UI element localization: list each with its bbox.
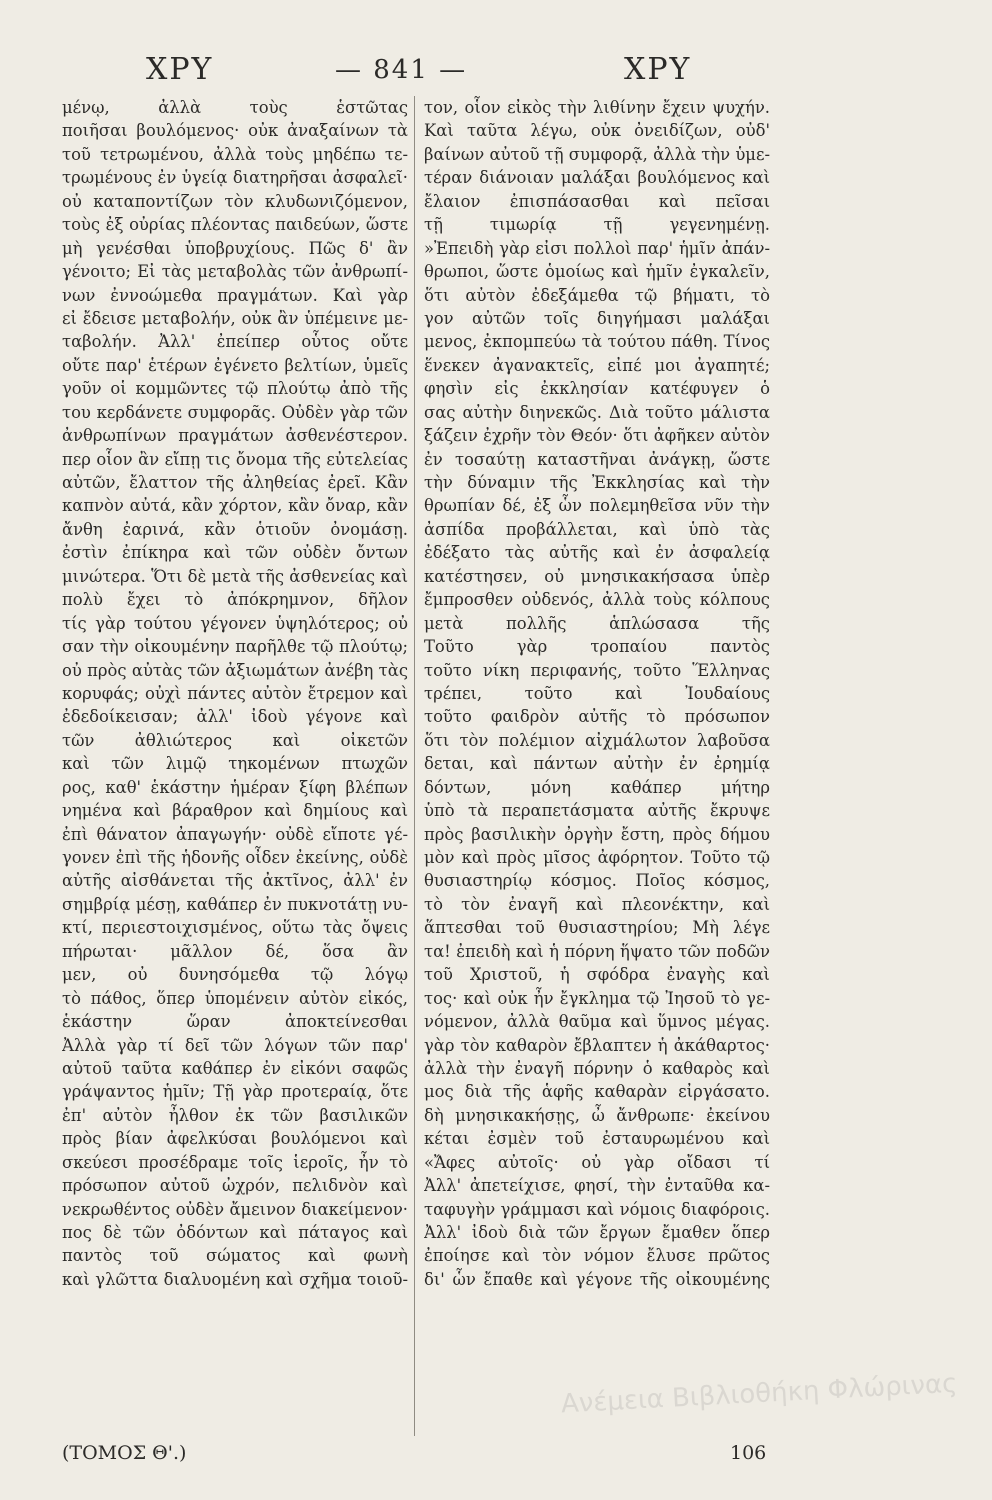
running-head-left: ΧΡΥ	[146, 52, 214, 87]
text-line: δὴ μνησικακήσῃς, ὦ ἄνθρωπε· ἐκείνου	[424, 1105, 770, 1125]
text-line: καὶ γλῶττα διαλυομένη καὶ σχῆμα τοιοῦ-	[62, 1269, 408, 1289]
text-line: τίς γὰρ τούτου γέγονεν ὑψηλότερος; οὐ	[62, 613, 408, 633]
text-line: τῇ τιμωρίᾳ τῇ γεγενημένῃ.	[424, 215, 770, 235]
text-line: τέραν διάνοιαν μαλάξαι βουλόμενος καὶ	[424, 168, 770, 188]
text-line: κατέστησεν, οὐ μνησικακήσασα ὑπὲρ	[424, 566, 770, 586]
text-line: τὸ πάθος, ὅπερ ὑπομένειν αὐτὸν εἰκός,	[62, 988, 408, 1008]
text-line: σας αὐτὴν διηνεκῶς. Διὰ τοῦτο μάλιστα	[424, 402, 770, 422]
signature-number: 106	[730, 1442, 767, 1464]
text-line: ἕνεκεν ἀγανακτεῖς, εἰπέ μοι ἀγαπητέ;	[424, 355, 770, 375]
left-text-column	[62, 96, 408, 1436]
text-line: ἄνθη ἐαρινά, κἂν ὁτιοῦν ὀνομάσῃ.	[62, 519, 408, 539]
text-line: ἅπτεσθαι τοῦ θυσιαστηρίου; Μὴ λέγε	[424, 918, 770, 938]
text-line: σαν τὴν οἰκουμένην παρῆλθε τῷ πλούτῳ;	[62, 637, 408, 657]
text-line: τῶν ἀθλιώτερος καὶ οἰκετῶν	[62, 730, 408, 750]
text-line: θρωποι, ὥστε ὁμοίως καὶ ἡμῖν ἐγκαλεῖν,	[424, 262, 770, 282]
text-line: νεκρωθέντος οὐδὲν ἄμεινον διακείμενον·	[62, 1199, 408, 1219]
page-header	[0, 48, 992, 92]
text-line: ἐδεδοίκεισαν; ἀλλ' ἰδοὺ γέγονε καὶ	[62, 707, 408, 727]
text-line: οὔτε παρ' ἑτέρων ἐγένετο βελτίων, ὑμεῖς	[62, 355, 408, 375]
text-line: ἀλλὰ τὴν ἐναγῆ πόρνην ὁ καθαρὸς καὶ	[424, 1058, 770, 1078]
text-line: ταφυγὴν γράμμασι καὶ νόμοις διαφόροις.	[424, 1199, 770, 1219]
text-line: ἀσπίδα προβάλλεται, καὶ ὑπὸ τὰς	[424, 519, 770, 539]
text-line: βαίνων αὐτοῦ τῇ συμφορᾷ, ἀλλὰ τὴν ὑμε-	[424, 144, 770, 164]
text-line: μετὰ πολλῆς ἁπλώσασα τῆς	[424, 613, 770, 633]
text-line: τος· καὶ οὐκ ἦν ἔγκλημα τῷ Ἰησοῦ τὸ γε-	[424, 988, 770, 1008]
text-line: κορυφάς; οὐχὶ πάντες αὐτὸν ἔτρεμον καὶ	[62, 683, 408, 703]
text-line: δόντων, μόνη καθάπερ μήτηρ	[424, 777, 770, 797]
text-line: τοῦτο νίκη περιφανής, τοῦτο Ἕλληνας	[424, 660, 770, 680]
text-line: φησὶν εἰς ἐκκλησίαν κατέφυγεν ὁ	[424, 379, 770, 399]
text-line: μος διὰ τῆς ἁφῆς καθαρὰν εἰργάσατο.	[424, 1082, 770, 1102]
text-line: πολὺ ἔχει τὸ ἀπόκρημνον, δῆλον	[62, 590, 408, 610]
text-line: τοῦτο φαιδρὸν αὐτῆς τὸ πρόσωπον	[424, 707, 770, 727]
text-line: γράψαντος ἡμῖν; Τῇ γὰρ προτεραίᾳ, ὅτε	[62, 1082, 408, 1102]
text-line: νων ἐννοώμεθα πραγμάτων. Καὶ γὰρ	[62, 285, 408, 305]
text-line: νόμενον, ἀλλὰ θαῦμα καὶ ὕμνος μέγας.	[424, 1012, 770, 1032]
text-line: ἐπὶ θάνατον ἀπαγωγήν· οὐδὲ εἴποτε γέ-	[62, 824, 408, 844]
text-line: παντὸς τοῦ σώματος καὶ φωνὴ	[62, 1246, 408, 1266]
text-line: ἐπ' αὐτὸν ἦλθον ἐκ τῶν βασιλικῶν	[62, 1105, 408, 1125]
text-line: ἐν τοσαύτῃ καταστῆναι ἀνάγκῃ, ὥστε	[424, 449, 770, 469]
text-line: ἐποίησε καὶ τὸν νόμον ἔλυσε πρῶτος	[424, 1246, 770, 1266]
text-line: τον, οἷον εἰκὸς τὴν λιθίνην ἔχειν ψυχήν.	[424, 98, 770, 117]
text-line: ὅτι τὸν πολέμιον αἰχμάλωτον λαβοῦσα	[424, 730, 770, 750]
text-line: πήρωται· μᾶλλον δέ, ὅσα ἂν	[62, 941, 408, 961]
text-line: ποιῆσαι βουλόμενος· οὐκ ἀναξαίνων τὰ	[62, 121, 408, 141]
right-text-column	[424, 96, 770, 1436]
text-line: τὸ τὸν ἐναγῆ καὶ πλεονέκτην, καὶ	[424, 894, 770, 914]
text-line: θρωπίαν δέ, ἐξ ὧν πολεμηθεῖσα νῦν τὴν	[424, 496, 770, 516]
text-line: δι' ὧν ἔπαθε καὶ γέγονε τῆς οἰκουμένης	[424, 1269, 770, 1289]
text-line: »Ἐπειδὴ γὰρ εἰσι πολλοὶ παρ' ἡμῖν ἀπάν-	[424, 238, 770, 258]
text-line: τρέπει, τοῦτο καὶ Ἰουδαίους	[424, 683, 770, 703]
text-line: ἐδέξατο τὰς αὐτῆς καὶ ἐν ἀσφαλείᾳ	[424, 543, 770, 563]
text-line: ὅτι αὐτὸν ἐδεξάμεθα τῷ βήματι, τὸ	[424, 285, 770, 305]
text-line: Ἀλλ' ἰδοὺ διὰ τῶν ἔργων ἔμαθεν ὅπερ	[424, 1223, 770, 1242]
text-line: πρὸς βίαν ἀφελκύσαι βουλόμενοι καὶ	[62, 1129, 408, 1149]
text-line: πος δὲ τῶν ὀδόντων καὶ πάταγος καὶ	[62, 1223, 408, 1242]
text-line: αὐτοῦ ταῦτα καθάπερ ἐν εἰκόνι σαφῶς	[62, 1058, 408, 1078]
text-line: καὶ τῶν λιμῷ τηκομένων πτωχῶν	[62, 754, 408, 774]
text-line: μενος, ἐκπομπεύω τὰ τούτου πάθη. Τίνος	[424, 332, 770, 352]
text-line: ἔλαιον ἐπισπάσασθαι καὶ πεῖσαι	[424, 191, 770, 211]
text-line: ρος, καθ' ἑκάστην ἡμέραν ξίφη βλέπων	[62, 777, 408, 797]
text-line: Ἀλλ' ἀπετείχισε, φησί, τὴν ἐνταῦθα κα-	[424, 1176, 770, 1196]
text-line: ὑπὸ τὰ περαπετάσματα αὐτῆς ἔκρυψε	[424, 801, 770, 821]
text-line: τὴν δύναμιν τῆς Ἐκκλησίας καὶ τὴν	[424, 473, 770, 492]
text-line: θυσιαστηρίῳ κόσμος. Ποῖος κόσμος,	[424, 871, 770, 891]
text-line: αὐτῆς αἰσθάνεται τῆς ἀκτῖνος, ἀλλ' ἐν	[62, 871, 408, 891]
text-line: ἑκάστην ὥραν ἀποκτείνεσθαι	[62, 1012, 408, 1032]
page-number: — 841 —	[335, 55, 468, 85]
text-line: τοὺς ἐξ οὐρίας πλέοντας παιδεύων, ὥστε	[62, 215, 408, 235]
text-line: γονεν ἐπὶ τῆς ἡδονῆς οἶδεν ἐκείνης, οὐδὲ	[62, 848, 408, 867]
running-head-right: ΧΡΥ	[624, 52, 692, 87]
text-line: περ οἷον ἂν εἴπῃ τις ὄνομα τῆς εὐτελείας	[62, 449, 408, 469]
text-line: καπνὸν αὐτά, κἂν χόρτον, κἂν ὄναρ, κἂν	[62, 496, 408, 516]
text-line: Καὶ ταῦτα λέγω, οὐκ ὀνειδίζων, οὐδ'	[424, 121, 770, 141]
text-line: δεται, καὶ πάντων αὐτὴν ἐν ἐρημίᾳ	[424, 754, 770, 774]
text-line: σημβρίᾳ μέσῃ, καθάπερ ἐν πυκνοτάτῃ νυ-	[62, 894, 408, 914]
text-line: αὐτῶν, ἔλαττον τῆς ἀληθείας ἐρεῖ. Κἂν	[62, 473, 408, 492]
text-line: σκεύεσι προσέδραμε τοῖς ἱεροῖς, ἦν τὸ	[62, 1152, 408, 1172]
text-line: μινώτερα. Ὅτι δὲ μετὰ τῆς ἀσθενείας καὶ	[62, 566, 408, 586]
text-line: τοῦ Χριστοῦ, ἡ σφόδρα ἐναγὴς καὶ	[424, 965, 770, 985]
text-line: κέται ἐσμὲν τοῦ ἐσταυρωμένου καὶ	[424, 1129, 770, 1149]
column-divider	[414, 96, 415, 1436]
text-line: «Ἄφες αὐτοῖς· οὐ γὰρ οἴδασι τί	[424, 1152, 770, 1172]
text-line: νημένα καὶ βάραθρον καὶ δημίους καὶ	[62, 801, 408, 821]
text-line: ταβολήν. Ἀλλ' ἐπείπερ οὗτος οὔτε	[62, 332, 408, 352]
text-line: Τοῦτο γὰρ τροπαίου παντὸς	[424, 637, 770, 657]
text-line: ἐστὶν ἐπίκηρα καὶ τῶν οὐδὲν ὄντων	[62, 543, 408, 563]
text-line: γένοιτο; Εἰ τὰς μεταβολὰς τῶν ἀνθρωπί-	[62, 262, 408, 282]
text-line: ἀνθρωπίνων πραγμάτων ἀσθενέστερον.	[62, 426, 408, 446]
text-line: ἔμπροσθεν οὐδενός, ἀλλὰ τοὺς κόλπους	[424, 590, 770, 610]
text-line: πρόσωπον αὐτοῦ ὠχρόν, πελιδνὸν καὶ	[62, 1176, 408, 1196]
text-line: εἰ ἔδεισε μεταβολήν, οὐκ ἂν ὑπέμεινε με-	[62, 308, 408, 328]
text-line: γον αὐτῶν τοῖς διηγήμασι μαλάξαι	[424, 308, 770, 328]
text-line: μὸν καὶ πρὸς μῖσος ἀφόρητον. Τοῦτο τῷ	[424, 848, 770, 867]
text-line: τρωμένους ἐν ὑγείᾳ διατηρῆσαι ἀσφαλεῖ·	[62, 168, 408, 188]
text-line: ξάζειν ἐχρῆν τὸν Θεόν· ὅτι ἀφῆκεν αὐτὸν	[424, 426, 770, 446]
text-line: μὴ γενέσθαι ὑποβρυχίους. Πῶς δ' ἂν	[62, 238, 408, 258]
text-line: τοῦ τετρωμένου, ἀλλὰ τοὺς μηδέπω τε-	[62, 144, 408, 164]
text-line: γοῦν οἱ κομμῶντες τῷ πλούτῳ ἀπὸ τῆς	[62, 379, 408, 399]
text-line: Ἀλλὰ γὰρ τί δεῖ τῶν λόγων τῶν παρ'	[62, 1035, 408, 1055]
page-footer	[0, 1438, 992, 1468]
text-line: πρὸς βασιλικὴν ὀργὴν ἔστη, πρὸς δήμου	[424, 824, 770, 844]
volume-label: (ΤΟΜΟΣ Θ'.)	[62, 1442, 187, 1464]
text-line: μένῳ, ἀλλὰ τοὺς ἑστῶτας	[62, 98, 408, 117]
text-line: γὰρ τὸν καθαρὸν ἔβλαπτεν ἡ ἀκάθαρτος·	[424, 1035, 770, 1055]
text-line: οὐ καταποντίζων τὸν κλυδωνιζόμενον,	[62, 191, 408, 211]
text-line: οὐ πρὸς αὐτὰς τῶν ἀξιωμάτων ἀνέβη τὰς	[62, 660, 408, 680]
text-line: κτί, περιεστοιχισμένος, οὕτω τὰς ὄψεις	[62, 918, 408, 938]
text-line: τα! ἐπειδὴ καὶ ἡ πόρνη ἥψατο τῶν ποδῶν	[424, 941, 770, 961]
text-line: μεν, οὐ δυνησόμεθα τῷ λόγῳ	[62, 965, 408, 985]
text-line: του κερδάνετε συμφορᾶς. Οὐδὲν γὰρ τῶν	[62, 402, 408, 422]
library-watermark: Ανέμεια Βιβλιοθήκη Φλώρινας	[560, 1368, 959, 1420]
